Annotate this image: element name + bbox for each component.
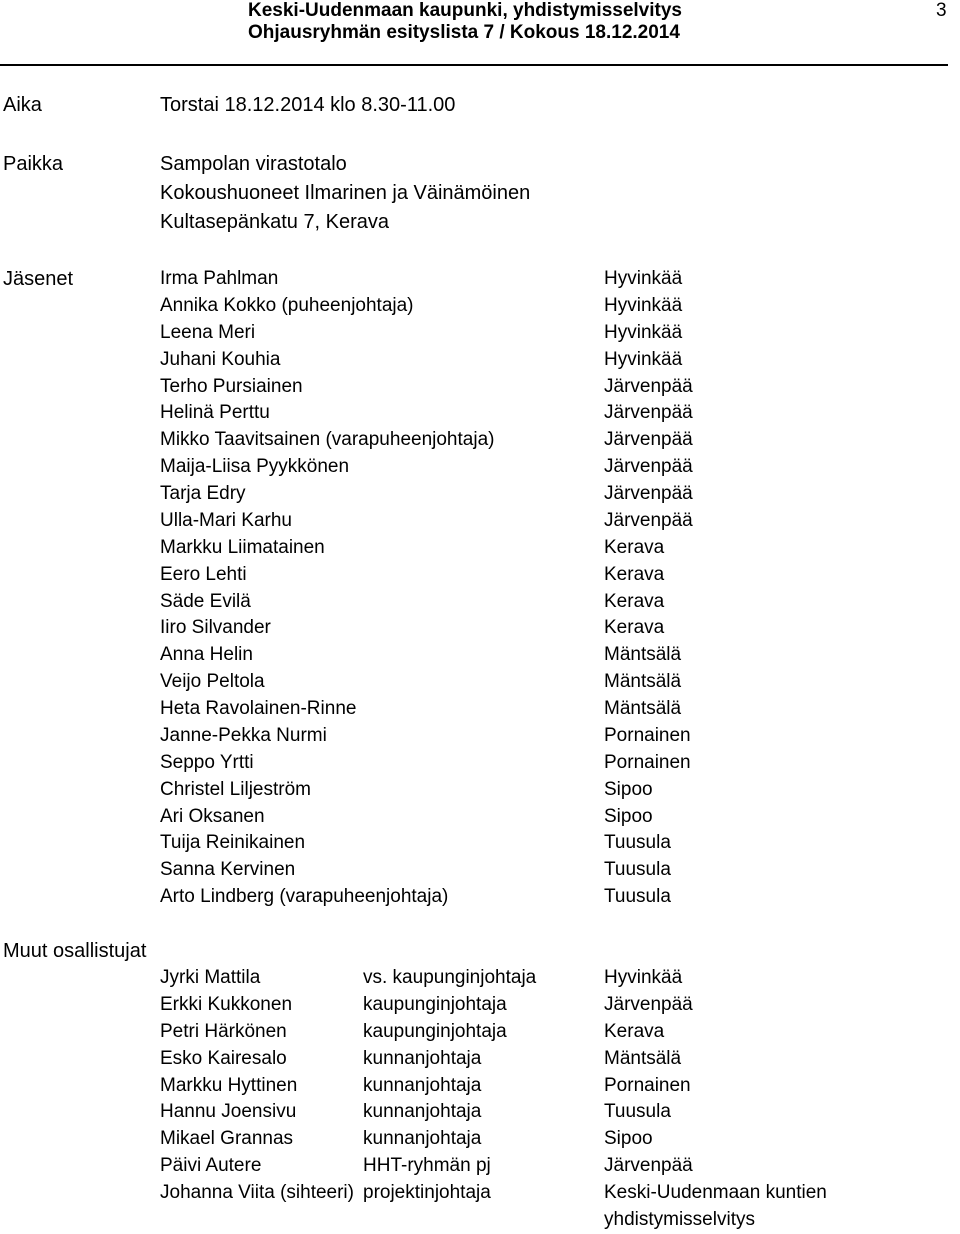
member-town: Kerava [604,563,665,585]
member-row [160,535,860,562]
member-row [160,400,860,427]
member-town: Tuusula [604,832,671,854]
participant-name: Mikael Grannas [160,1128,294,1150]
member-name: Juhani Kouhia [160,348,281,370]
member-row [160,320,860,347]
member-town: Järvenpää [604,509,693,531]
participant-row [160,1153,920,1180]
participant-name: Hannu Joensivu [160,1101,297,1123]
member-town: Sipoo [604,778,653,800]
participant-role: projektinjohtaja [363,1182,491,1203]
participant-role: kunnanjohtaja [363,1128,482,1150]
member-row [160,723,860,750]
member-row [160,454,860,481]
member-town: Pornainen [604,724,691,746]
member-row [160,830,860,857]
member-row [160,696,860,723]
page-number: 3 [936,0,947,21]
time-value: Torstai 18.12.2014 klo 8.30-11.00 [160,94,456,116]
member-name: Helinä Perttu [160,402,270,424]
member-town: Mäntsälä [604,698,682,719]
member-town: Kerava [604,536,665,558]
participant-town: Sipoo [604,1128,653,1150]
member-name: Mikko Taavitsainen (varapuheenjohtaja) [160,429,495,451]
participant-name: Jyrki Mattila [160,967,261,988]
header-title: Keski-Uudenmaan kaupunki, yhdistymisselvitys [248,0,682,21]
header-divider [0,64,948,66]
participant-town: Pornainen [604,1074,691,1096]
participant-row [160,1126,920,1153]
others-label: Muut osallistujat [3,940,147,962]
member-row [160,669,860,696]
member-town: Pornainen [604,751,691,773]
place-line: Kokoushuoneet Ilmarinen ja Väinämöinen [160,182,531,204]
member-town: Mäntsälä [604,644,682,666]
member-name: Eero Lehti [160,563,247,585]
member-name: Anna Helin [160,644,253,666]
member-name: Seppo Yrtti [160,751,254,773]
member-name: Irma Pahlman [160,268,279,289]
member-town: Kerava [604,617,665,639]
participant-row [160,1019,920,1046]
member-row [160,508,860,535]
member-name: Arto Lindberg (varapuheenjohtaja) [160,886,449,908]
member-town: Hyvinkää [604,268,683,289]
others-list [160,965,920,1230]
place-line: Kultasepänkatu 7, Kerava [160,211,390,233]
member-name: Terho Pursiainen [160,375,303,397]
member-row [160,804,860,831]
member-row [160,562,860,589]
participant-town: Tuusula [604,1101,671,1123]
header-subtitle: Ohjausryhmän esityslista 7 / Kokous 18.12.2014 [248,22,680,43]
participant-row [160,1046,920,1073]
participant-name: Päivi Autere [160,1155,262,1177]
participant-town: Hyvinkää [604,967,683,988]
participant-town: Järvenpää [604,993,693,1015]
member-row [160,750,860,777]
member-town: Sipoo [604,805,653,827]
member-row [160,777,860,804]
member-town: Tuusula [604,859,671,881]
participant-name: Erkki Kukkonen [160,993,293,1015]
participant-town: Järvenpää [604,1155,693,1177]
member-name: Säde Evilä [160,590,251,612]
member-town: Tuusula [604,886,671,908]
members-list [160,266,860,911]
member-name: Ari Oksanen [160,805,265,827]
place-label: Paikka [3,153,64,175]
member-name: Maija-Liisa Pyykkönen [160,456,350,478]
participant-role: kunnanjohtaja [363,1101,482,1123]
member-town: Järvenpää [604,456,693,478]
member-row [160,857,860,884]
participant-name: Petri Härkönen [160,1020,287,1042]
participant-row [160,992,920,1019]
member-row [160,884,860,911]
members-label: Jäsenet [3,268,74,290]
participant-role: vs. kaupunginjohtaja [363,967,537,988]
participant-row [160,1073,920,1100]
member-row [160,481,860,508]
participant-name: Johanna Viita (sihteeri) [160,1182,354,1203]
member-town: Järvenpää [604,483,693,504]
member-name: Janne-Pekka Nurmi [160,724,327,746]
member-name: Tuija Reinikainen [160,832,306,854]
participant-role: kunnanjohtaja [363,1047,482,1069]
member-town: Mäntsälä [604,671,682,693]
participant-town: Keski-Uudenmaan kuntien yhdistymisselvitys [604,1182,827,1230]
member-town: Hyvinkää [604,294,683,316]
participant-row [160,1180,920,1230]
member-town: Kerava [604,590,665,612]
member-name: Sanna Kervinen [160,859,296,881]
member-row [160,347,860,374]
participant-row [160,965,920,992]
member-name: Heta Ravolainen-Rinne [160,698,357,719]
participant-town: Mäntsälä [604,1047,682,1069]
participant-row [160,1099,920,1126]
participant-name: Esko Kairesalo [160,1047,287,1069]
member-town: Järvenpää [604,429,693,451]
member-name: Markku Liimatainen [160,536,325,558]
member-row [160,615,860,642]
place-line: Sampolan virastotalo [160,153,347,175]
participant-name: Markku Hyttinen [160,1074,298,1096]
member-name: Christel Liljeström [160,778,311,800]
member-row [160,266,860,293]
member-town: Järvenpää [604,375,693,397]
participant-role: HHT-ryhmän pj [363,1155,491,1177]
participant-role: kunnanjohtaja [363,1074,482,1096]
member-town: Hyvinkää [604,348,683,370]
member-name: Tarja Edry [160,483,246,504]
member-row [160,293,860,320]
member-name: Annika Kokko (puheenjohtaja) [160,294,414,316]
member-name: Iiro Silvander [160,617,271,639]
time-label: Aika [3,94,42,116]
member-row [160,427,860,454]
participant-role: kaupunginjohtaja [363,1020,507,1042]
member-town: Hyvinkää [604,321,683,343]
member-row [160,374,860,401]
member-name: Ulla-Mari Karhu [160,509,292,531]
member-row [160,642,860,669]
page-header [0,0,960,66]
member-row [160,589,860,616]
participant-role: kaupunginjohtaja [363,993,507,1015]
member-name: Leena Meri [160,321,256,343]
member-town: Järvenpää [604,402,693,424]
member-name: Veijo Peltola [160,671,265,693]
participant-town: Kerava [604,1020,665,1042]
